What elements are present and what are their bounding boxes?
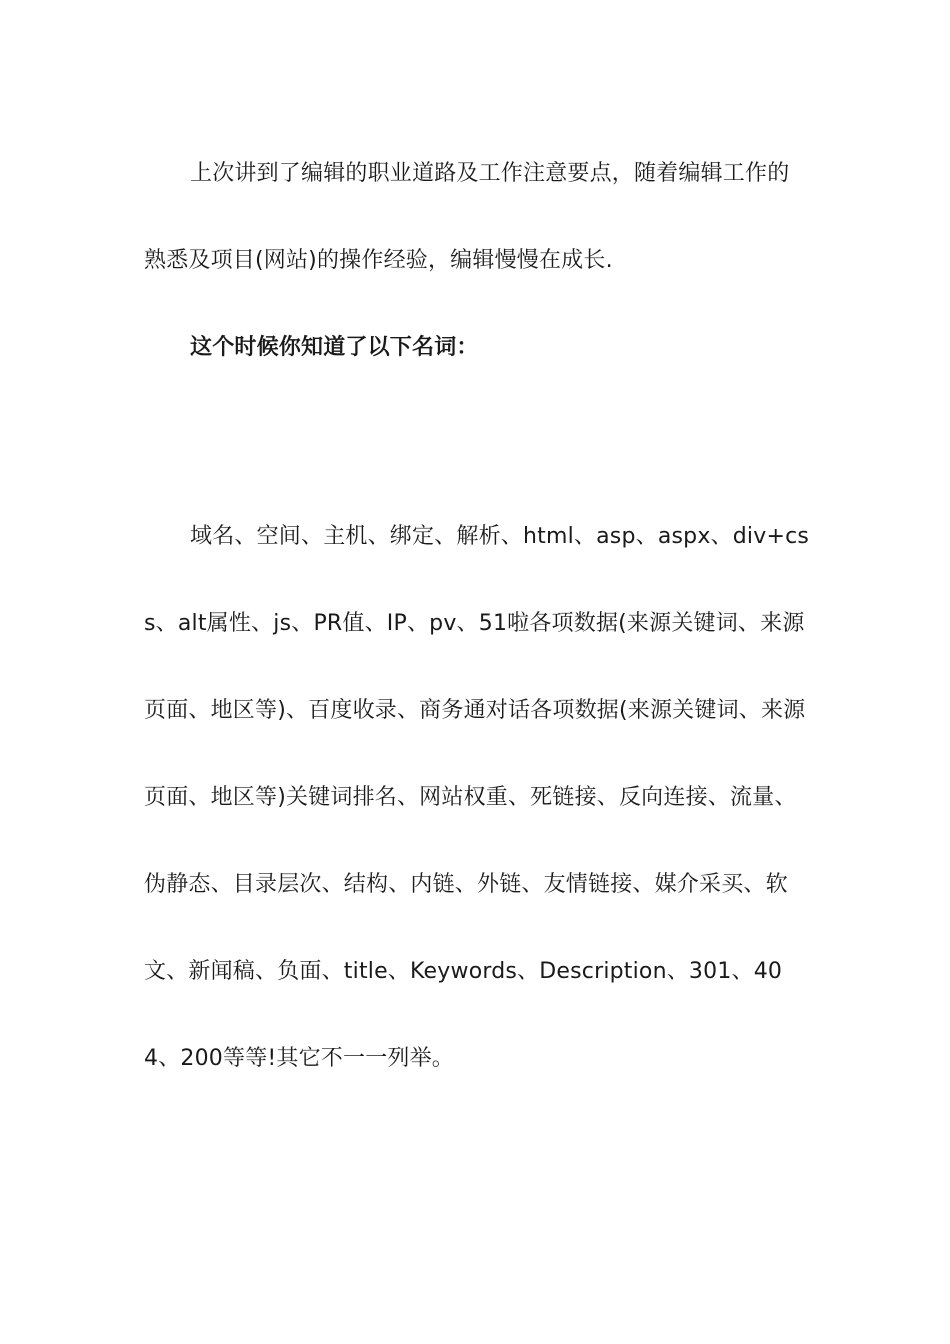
document-body (144, 130, 810, 1102)
blank-gap (144, 391, 810, 493)
intro-paragraph: 上次讲到了编辑的职业道路及工作注意要点，随着编辑工作的熟悉及项目(网站)的操作经验，编辑慢慢在成长. (144, 161, 790, 273)
terms-paragraph: 域名、空间、主机、绑定、解析、html、asp、aspx、div+css、alt属性、js、PR值、IP、pv、51啦各项数据(来源关键词、来源页面、地区等)、百度收录、商务通对话各项数据(来源关键词、来源页面、地区等)关键词排名、网站权重、死链接、反向连接、流量、伪静态、目录层次、结构、内链、外链、友情链接、媒介采买、软文、新闻稿、负面、title、Keywords、Description、301、404、200等等!其它不一一列举。 (144, 524, 810, 1071)
section-heading: 这个时候你知道了以下名词： (190, 335, 479, 360)
